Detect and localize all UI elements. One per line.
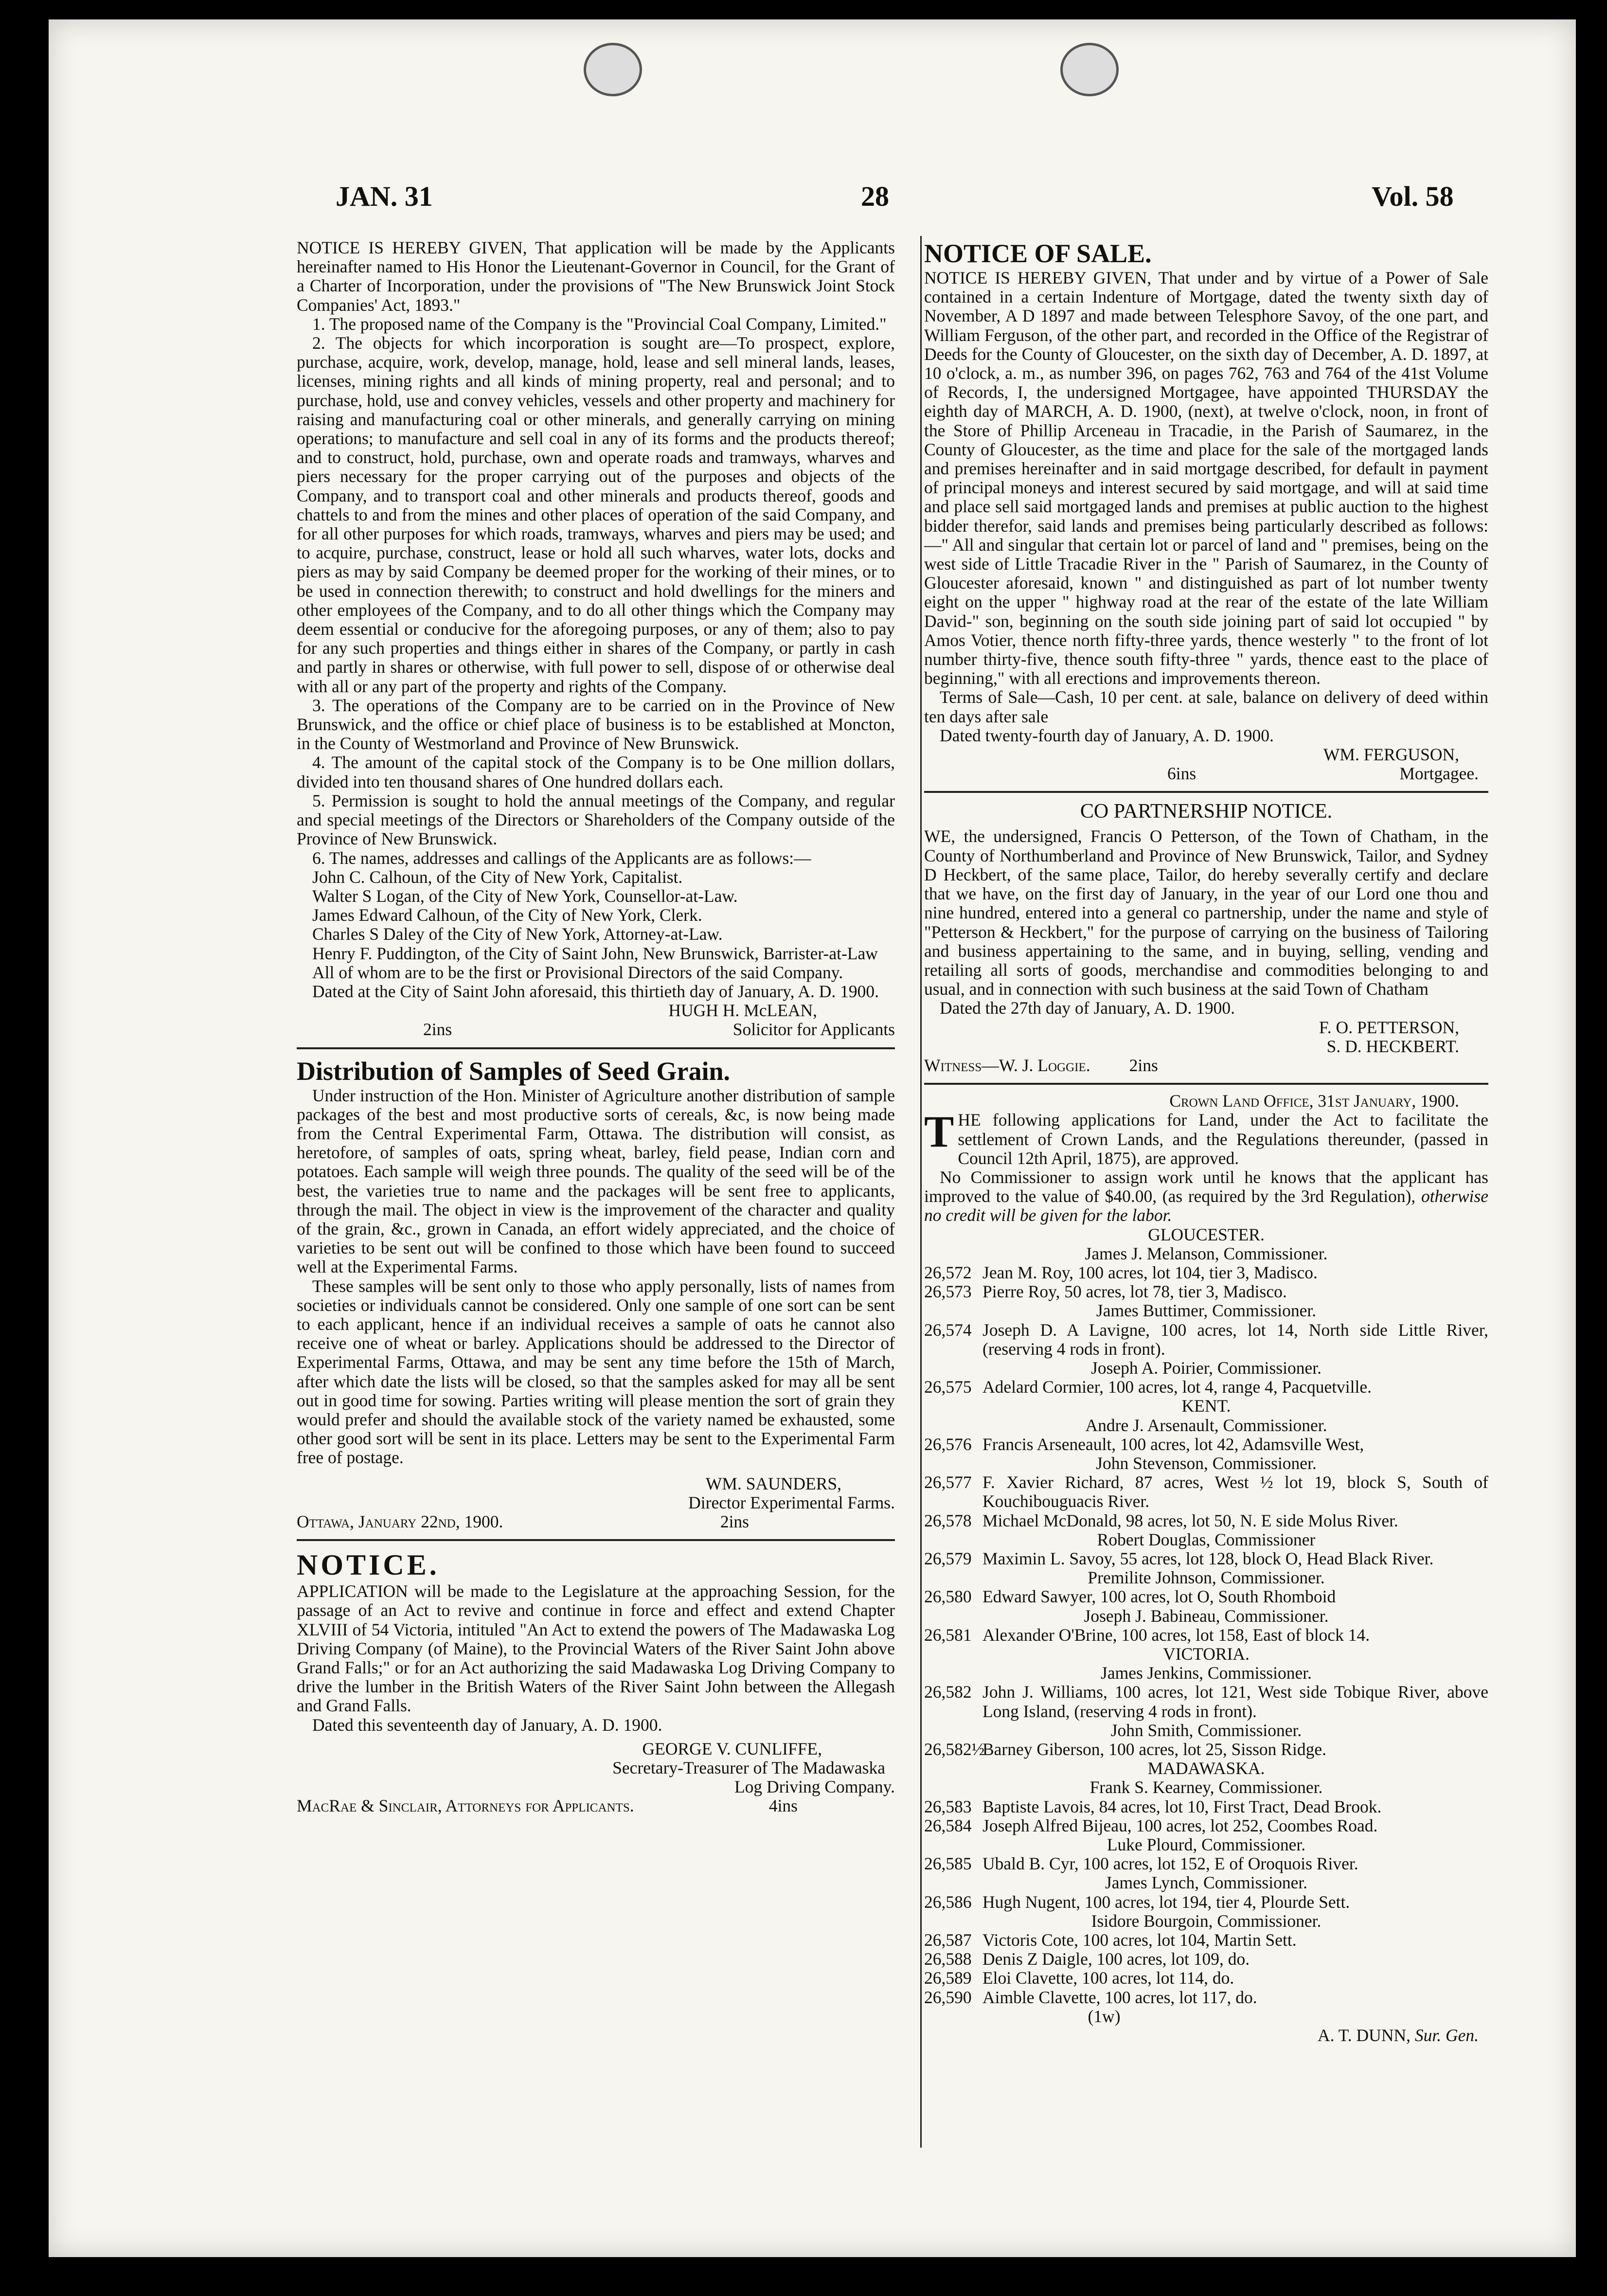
county-heading: VICTORIA. (1163, 1644, 1250, 1664)
applicant: Charles S Daley of the City of New York, Attorney-at-Law. (312, 924, 723, 944)
commissioner-line: James Lynch, Commissioner. (1105, 1873, 1308, 1893)
entry-number: 26,583 (924, 1796, 972, 1816)
entry-number: 26,582½ (924, 1740, 985, 1759)
copartnership-witness: Witness—W. J. Loggie. (924, 1055, 1090, 1075)
entry-text: Francis Arseneault, 100 acres, lot 42, Adamsville West, (982, 1434, 1364, 1454)
sale-title: NOTICE OF SALE. (924, 239, 1152, 268)
entry-text: Michael McDonald, 98 acres, lot 50, N. E side Molus River. (982, 1510, 1398, 1530)
section-rule (297, 1539, 895, 1541)
entry-number: 26,575 (924, 1377, 972, 1397)
sale-notice (924, 238, 1488, 783)
land-entry (924, 1950, 1488, 1969)
crown-land-notice (924, 1092, 1488, 2045)
madawaska-dated: Dated this seventeenth day of January, A. D. 1900. (312, 1715, 662, 1735)
applicant: Walter S Logan, of the City of New York, Counsellor-at-Law. (312, 886, 738, 906)
land-entry (924, 1626, 1488, 1645)
entry-number: 26,577 (924, 1472, 972, 1492)
copartnership-dated: Dated the 27th day of January, A. D. 1900. (940, 998, 1235, 1018)
crown-p2: No Commissioner to assign work until he knows that the applicant has improved to the value of $40.00, (as required by the 3rd Regulation), (924, 1167, 1488, 1206)
entry-number: 26,573 (924, 1282, 972, 1302)
madawaska-sig3: Log Driving Company. (734, 1777, 895, 1797)
applicant: James Edward Calhoun, of the City of New York, Clerk. (312, 905, 702, 925)
crown-p1: HE following applications for Land, under the Act to facilitate the settlement of Crown Lands, and the Regulations thereunder, (passed in Council 12th April, 1875), are approved. (958, 1110, 1488, 1168)
entry-text: Alexander O'Brine, 100 acres, lot 158, East of block 14. (982, 1625, 1370, 1645)
land-entry (924, 1321, 1488, 1359)
incorporation-notice (297, 238, 895, 1040)
incorporation-p5: 5. Permission is sought to hold the annual meetings of the Company, and regular and special meetings of the Directors or Shareholders of the Company outside of the Province of New Brunswick. (297, 790, 895, 849)
entry-number: 26,587 (924, 1930, 972, 1950)
crown-land-list (924, 1225, 1488, 2007)
land-entry (924, 1988, 1488, 2007)
entry-number: 26,581 (924, 1625, 972, 1645)
entry-text: Adelard Cormier, 100 acres, lot 4, range 4, Pacquetville. (982, 1377, 1372, 1397)
madawaska-sig1: GEORGE V. CUNLIFFE, (642, 1739, 822, 1758)
entry-number: 26,589 (924, 1968, 972, 1988)
entry-text: Eloi Clavette, 100 acres, lot 114, do. (982, 1968, 1234, 1988)
commissioner-line: James Jenkins, Commissioner. (1101, 1663, 1312, 1683)
entry-text: Barney Giberson, 100 acres, lot 25, Sisson Ridge. (982, 1740, 1326, 1759)
incorporation-p3: 3. The operations of the Company are to be carried on in the Province of New Brunswick, and the office or chief place of business is to be established at Moncton, in the County of Westmorland and Province of New Brunswick. (297, 695, 895, 753)
copartnership-title: CO PARTNERSHIP NOTICE. (1080, 800, 1333, 823)
land-entry (924, 1282, 1488, 1301)
copartnership-sig1: F. O. PETTERSON, (1319, 1017, 1459, 1037)
entry-text: Edward Sawyer, 100 acres, lot O, South Rhomboid (982, 1587, 1336, 1607)
entry-number: 26,574 (924, 1320, 972, 1340)
seed-grain-dated: Ottawa, January 22nd, 1900. (297, 1512, 503, 1531)
seed-grain-insertions: 2ins (720, 1512, 749, 1531)
entry-text: Aimble Clavette, 100 acres, lot 117, do. (982, 1987, 1257, 2007)
entry-number: 26,584 (924, 1815, 972, 1835)
land-entry (924, 1931, 1488, 1950)
copartnership-notice (924, 800, 1488, 1075)
land-entry (924, 1893, 1488, 1912)
madawaska-sig2: Secretary-Treasurer of The Madawaska (612, 1758, 885, 1778)
incorporation-signer: HUGH H. McLEAN, (668, 1001, 817, 1021)
entry-text: John J. Williams, 100 acres, lot 121, West side Tobique River, above Long Island, (reserving 4 rods in front). (982, 1682, 1488, 1721)
madawaska-p1: APPLICATION will be made to the Legislature at the approaching Session, for the passage of an Act to revive and continue in force and effect and extend Chapter XLVIII of 54 Victoria, intituled "An Act to extend the powers of The Madawaska Log Driving Company (of Maine), to the Provincial Waters of the River Saint John above Grand Falls;" or for an Act authorizing the said Madawaska Log Driving Company to drive the lumber in the British Waters of the River Saint John between the Allegash and Grand Falls. (297, 1581, 895, 1716)
sale-insertions: 6ins (1167, 764, 1196, 784)
applicant: John C. Calhoun, of the City of New York, Capitalist. (312, 867, 683, 887)
entry-text: Hugh Nugent, 100 acres, lot 194, tier 4, Plourde Sett. (982, 1892, 1350, 1912)
crown-signer-title: Sur. Gen. (1414, 2026, 1479, 2045)
land-entry (924, 1549, 1488, 1568)
land-entry (924, 1473, 1488, 1511)
crown-signer: A. T. DUNN, (1318, 2026, 1411, 2045)
punch-hole (1060, 43, 1119, 96)
commissioner-line: John Stevenson, Commissioner. (1096, 1453, 1317, 1473)
seed-grain-p1: Under instruction of the Hon. Minister of Agriculture another distribution of sample packages of the best and most productive sorts of cereals, &c, is now being made from the Central Experimental Farm, Ottawa. The distribution will consist, as heretofore, of samples of oats, spring wheat, barley, field pease, Indian corn and potatoes. Each sample will weigh three pounds. The quality of the seed will be of the best, the varieties true to name and the packages will be sent free to applicants, through the mail. The object in view is the improvement of the character and quality of the grain, &c., grown in Canada, an effort widely appreciated, and the choice of varieties to be sent out will be confined to those which have been found to succeed well at the Experimental Farms. (297, 1085, 895, 1277)
entry-number: 26,576 (924, 1434, 972, 1454)
entry-text: Maximin L. Savoy, 55 acres, lot 128, block O, Head Black River. (982, 1549, 1434, 1568)
incorporation-p6: 6. The names, addresses and callings of the Applicants are as follows:— (312, 848, 811, 868)
crown-dropcap: T (924, 1107, 954, 1157)
incorporation-p4: 4. The amount of the capital stock of the Company is to be One million dollars, divided into ten thousand shares of One hundred dollars each. (297, 753, 895, 791)
county-heading: KENT. (1181, 1396, 1231, 1416)
copartnership-sig2: S. D. HECKBERT. (1326, 1036, 1459, 1056)
commissioner-line: Luke Plourd, Commissioner. (1107, 1835, 1306, 1855)
county-heading: MADAWASKA. (1147, 1758, 1265, 1778)
incorporation-intro: NOTICE IS HEREBY GIVEN, That application will be made by the Applicants hereinafter named to His Honor the Lieutenant-Governor in Council, for the Grant of a Charter of Incorporation, under the provisions of "The New Brunswick Joint Stock Companies' Act, 1893." (297, 238, 895, 315)
right-column (924, 238, 1488, 2045)
entry-text: Victoris Cote, 100 acres, lot 104, Martin Sett. (982, 1930, 1297, 1950)
sale-signer: WM. FERGUSON, (1323, 745, 1459, 765)
incorporation-p2: 2. The objects for which incorporation is sought are—To prospect, explore, purchase, acquire, work, develop, manage, hold, lease and sell mineral lands, leases, licenses, mining rights and all kinds of mining property, real and personal; and to purchase, hold, use and convey vehicles, vessels and other property and machinery for raising and manufacturing coal or other minerals, and generally carrying on mining operations; to manufacture and sell coal in any of its forms and the products thereof; and to construct, hold, purchase, own and operate roads and tramways, wharves and piers necessary for the proper carrying out of the purposes and objects of the Company, and to transport coal and other minerals and products thereof, goods and chattels to and from the mines and other places of operation of the said Company, and for all other purposes for which roads, tramways, wharves and piers may be used; and to acquire, purchase, construct, lease or hold all such wharves, water lots, docks and piers as may by said Company be deemed proper for the working of their mines, or to be used in connection therewith; to construct and hold dwellings for the miners and other employees of the Company, and to do all other things which the Company may deem essential or conducive for the aforegoing purposes, or any of them; also to pay for any such properties and things either in shares of the Company, or partly in cash and partly in shares or otherwise, with full power to sell, dispose of or otherwise deal with all or any part of the property and rights of the Company. (297, 333, 895, 696)
madawaska-title: NOTICE. (297, 1549, 440, 1581)
madawaska-insertions: 4ins (768, 1796, 798, 1816)
commissioner-line: James J. Melanson, Commissioner. (1085, 1243, 1328, 1263)
incorporation-dated: Dated at the City of Saint John aforesaid, this thirtieth day of January, A. D. 1900. (312, 981, 879, 1001)
entry-number: 26,578 (924, 1510, 972, 1530)
commissioner-line: Isidore Bourgoin, Commissioner. (1091, 1911, 1321, 1931)
entry-number: 26,579 (924, 1549, 972, 1568)
commissioner-line: John Smith, Commissioner. (1110, 1720, 1302, 1740)
header-date: JAN. 31 (336, 180, 433, 212)
land-entry (924, 1854, 1488, 1873)
left-column (297, 238, 895, 1816)
crown-heading: Crown Land Office, 31st January, 1900. (1169, 1091, 1459, 1111)
seed-grain-title: Distribution of Samples of Seed Grain. (297, 1056, 731, 1086)
entry-text: Baptiste Lavois, 84 acres, lot 10, First Tract, Dead Brook. (982, 1796, 1382, 1816)
seed-grain-signer-title: Director Experimental Farms. (688, 1492, 895, 1512)
copartnership-insertions: 2ins (1129, 1055, 1158, 1075)
commissioner-line: Joseph J. Babineau, Commissioner. (1084, 1606, 1329, 1626)
entry-number: 26,588 (924, 1949, 972, 1969)
entry-number: 26,582 (924, 1682, 972, 1702)
punch-hole (584, 43, 642, 96)
entry-text: Ubald B. Cyr, 100 acres, lot 152, E of Oroquois River. (982, 1854, 1358, 1874)
entry-text: Jean M. Roy, 100 acres, lot 104, tier 3, Madisco. (982, 1262, 1318, 1282)
commissioner-line: James Buttimer, Commissioner. (1096, 1301, 1317, 1321)
gazette-page (49, 19, 1576, 2257)
land-entry (924, 1797, 1488, 1816)
sale-dated: Dated twenty-fourth day of January, A. D. 1900. (940, 725, 1274, 745)
crown-code: (1w) (1088, 2006, 1121, 2026)
county-heading: GLOUCESTER. (1148, 1224, 1265, 1244)
land-entry (924, 1263, 1488, 1282)
land-entry (924, 1511, 1488, 1530)
commissioner-line: Robert Douglas, Commissioner (1097, 1529, 1316, 1549)
madawaska-notice (297, 1548, 895, 1815)
commissioner-line: Frank S. Kearney, Commissioner. (1089, 1777, 1323, 1797)
commissioner-line: Joseph A. Poirier, Commissioner. (1091, 1358, 1321, 1378)
land-entry (924, 1435, 1488, 1454)
column-divider (920, 236, 922, 2148)
header-page-number: 28 (861, 180, 889, 212)
seed-grain-signer: WM. SAUNDERS, (705, 1473, 841, 1493)
sale-p1: NOTICE IS HEREBY GIVEN, That under and by virtue of a Power of Sale contained in a certain Indenture of Mortgage, dated the twenty sixth day of November, A D 1897 and made between Telesphore Savoy, of the one part, and William Ferguson, of the other part, and recorded in the Office of the Registrar of Deeds for the County of Gloucester, on the sixth day of December, A. D. 1897, at 10 o'clock, a. m., as number 396, on pages 762, 763 and 764 of the 41st Volume of Records, I, the undersigned Mortgagee, have appointed THURSDAY the eighth day of MARCH, A. D. 1900, (next), at twelve o'clock, noon, in front of the Store of Phillip Arceneau in Tracadie, in the Parish of Saumarez, in the County of Gloucester, as the time and place for the sale of the mortgaged lands and premises hereinafter and in said mortgage described, for default in payment of principal moneys and interest secured by said mortgage, and will at said time and place sell said mortgaged lands and premises at public auction to the highest bidder therefor, said lands and premises being particularly described as follows:—" All and singular that certain lot or parcel of land and " premises, being on the west side of Little Tracadie River in the " Parish of Saumarez, in the County of Gloucester aforesaid, known " and distinguished as part of lot number twenty eight on the upper " highway road at the rear of the estate of the late William David-" son, beginning on the south side joining part of said lot occupied " by Amos Votier, thence north fifty-three yards, thence westerly " to the front of lot number thirty-five, thence south fifty-three " yards, thence east to the place of beginning," with all erections and improvements thereon. (924, 268, 1488, 688)
sale-terms: Terms of Sale—Cash, 10 per cent. at sale, balance on delivery of deed within ten days after sale (924, 687, 1488, 726)
commissioner-line: Andre J. Arsenault, Commissioner. (1085, 1415, 1327, 1435)
madawaska-attorneys: MacRae & Sinclair, Attorneys for Applicants. (297, 1796, 634, 1816)
crown-p2-italic: otherwise no credit will be given for the labor. (924, 1186, 1488, 1225)
applicant: Henry F. Puddington, of the City of Saint John, New Brunswick, Barrister-at-Law (312, 943, 878, 963)
incorporation-signer-title: Solicitor for Applicants (732, 1020, 895, 1040)
land-entry (924, 1378, 1488, 1397)
section-rule (924, 1083, 1488, 1085)
entry-text: Denis Z Daigle, 100 acres, lot 109, do. (982, 1949, 1250, 1969)
copartnership-p1: WE, the undersigned, Francis O Petterson, of the Town of Chatham, in the County of Northumberland and Province of New Brunswick, Tailor, and Sydney D Heckbert, of the same place, Tailor, do hereby severally certify and declare that we have, on the first day of January, in the year of our Lord one thou and nine hundred, entered into a general co partnership, under the name and style of "Petterson & Heckbert," for the purpose of carrying on the business of Tailoring and business appertaining to the same, and in buying, selling, vending and retailing all sorts of goods, merchandise and commodities belonging to and usual, and in connection with such business at the said Town of Chatham (924, 826, 1488, 999)
commissioner-line: Premilite Johnson, Commissioner. (1088, 1568, 1325, 1588)
seed-grain-p2: These samples will be sent only to those who apply personally, lists of names from societies or individuals cannot be considered. Only one sample of one sort can be sent to each applicant, hence if an individual receives a sample of oats he cannot also receive one of wheat or barley. Applications should be addressed to the Director of Experimental Farms, Ottawa, and may be sent any time before the 15th of March, after which date the lists will be closed, so that the samples asked for may all be sent out in good time for sowing. Parties writing will please mention the sort of grain they would prefer and should the available stock of the variety named be exhausted, some other good sort will be sent in its place. Letters may be sent to the Experimental Farm free of postage. (297, 1276, 895, 1468)
land-entry (924, 1969, 1488, 1988)
incorporation-p1: 1. The proposed name of the Company is the "Provincial Coal Company, Limited." (312, 314, 887, 334)
entry-number: 26,586 (924, 1892, 972, 1912)
land-entry (924, 1683, 1488, 1721)
incorporation-insertions: 2ins (423, 1020, 452, 1040)
entry-number: 26,580 (924, 1587, 972, 1607)
entry-number: 26,590 (924, 1987, 972, 2007)
header-volume: Vol. 58 (1372, 180, 1454, 212)
section-rule (924, 791, 1488, 793)
sale-signer-title: Mortgagee. (1399, 764, 1479, 784)
entry-number: 26,585 (924, 1854, 972, 1874)
seed-grain-notice (297, 1056, 895, 1532)
entry-text: Pierre Roy, 50 acres, lot 78, tier 3, Madisco. (982, 1282, 1287, 1302)
entry-text: Joseph D. A Lavigne, 100 acres, lot 14, North side Little River, (reserving 4 rods in front). (982, 1320, 1488, 1359)
entry-number: 26,572 (924, 1262, 972, 1282)
entry-text: Joseph Alfred Bijeau, 100 acres, lot 252, Coombes Road. (982, 1815, 1378, 1835)
section-rule (297, 1047, 895, 1049)
entry-text: F. Xavier Richard, 87 acres, West ½ lot 19, block S, South of Kouchibouguacis River. (982, 1472, 1488, 1511)
land-entry (924, 1740, 1488, 1759)
land-entry (924, 1587, 1488, 1606)
incorporation-directors: All of whom are to be the first or Provisional Directors of the said Company. (312, 962, 843, 982)
land-entry (924, 1816, 1488, 1835)
